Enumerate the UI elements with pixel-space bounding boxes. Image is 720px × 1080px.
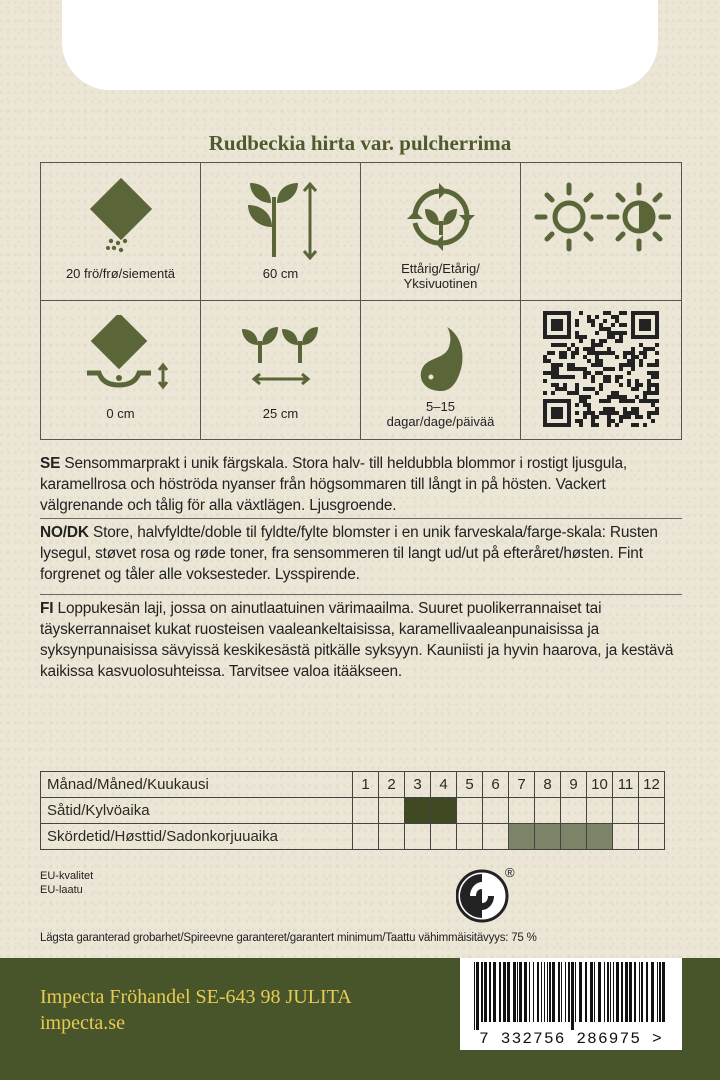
calendar-cell: [353, 798, 379, 824]
calendar-cell: [587, 798, 613, 824]
calendar-month-6: 6: [483, 772, 509, 798]
calendar-cell: [509, 798, 535, 824]
calendar-cell: [431, 798, 457, 824]
calendar-month-3: 3: [405, 772, 431, 798]
qr-code-icon[interactable]: [543, 311, 659, 427]
sowing-calendar: [40, 771, 665, 850]
sowing-depth-caption: 0 cm: [106, 406, 135, 421]
calendar-cell: [639, 798, 665, 824]
description-fi: FI Loppukesän laji, jossa on ainutlaatuinen värimaailma. Suuret puolikerrannaiset tai täyskerrannaiset kukat ruosteisen vaaleankeltaisissa, karamellivaaleanpunaisissa ja syksynpunaisissa sävyissä keskikesästä pitkälle syksyyn. Kauniisti ja hyvin haarova, ja kestävä kaikissa kasvuolosuhteissa. Tarvitsee valoa itääkseen.: [40, 600, 674, 680]
calendar-cell: [561, 798, 587, 824]
calendar-cell: [561, 824, 587, 850]
calendar-cell: [457, 824, 483, 850]
calendar-cell: [639, 824, 665, 850]
calendar-row-sowing: [41, 798, 665, 824]
company-address: Impecta Fröhandel SE-643 98 JULITA impecta.se: [40, 986, 352, 1034]
calendar-month-7: 7: [509, 772, 535, 798]
divider: [40, 518, 682, 519]
germination-icon: [401, 317, 481, 397]
spacing-cell: [201, 301, 361, 439]
seed-packet-icon: [81, 177, 161, 257]
calendar-row-label: Skördetid/Høsttid/Sadonkorjuuaika: [41, 824, 353, 850]
height-cell: [201, 163, 361, 301]
germination-cell: [361, 301, 521, 439]
description-se: SE Sensommarprakt i unik färgskala. Stora halv- till heldubbla blommor i rostigt ljusgula, karamellrosa och höströda nyanser från högsommaren till långt in på hösten. Vackert välgrenande och tålig för alla växtlägen. Ljusgroende.: [40, 455, 628, 514]
calendar-month-2: 2: [379, 772, 405, 798]
calendar-cell: [379, 798, 405, 824]
species-title: Rudbeckia hirta var. pulcherrima: [208, 131, 512, 155]
calendar-header-row: [41, 772, 665, 798]
spacing-caption: 25 cm: [262, 406, 299, 421]
calendar-cell: [587, 824, 613, 850]
height-caption: 60 cm: [262, 266, 299, 281]
calendar-month-10: 10: [587, 772, 613, 798]
annual-cycle-icon: [401, 177, 481, 257]
calendar-row-harvest: [41, 824, 665, 850]
calendar-cell: [379, 824, 405, 850]
seed-count-cell: [41, 163, 201, 301]
calendar-cell: [483, 798, 509, 824]
calendar-cell: [535, 798, 561, 824]
seed-count-caption: 20 frö/frø/siementä: [65, 266, 176, 281]
calendar-row-label: Såtid/Kylvöaika: [41, 798, 353, 824]
calendar-month-9: 9: [561, 772, 587, 798]
lifecycle-cell: [361, 163, 521, 301]
calendar-cell: [405, 824, 431, 850]
sowing-depth-icon: [71, 315, 171, 395]
calendar-cell: [509, 824, 535, 850]
plant-spacing-icon: [236, 315, 326, 395]
ean-barcode: [460, 958, 682, 1050]
calendar-cell: [535, 824, 561, 850]
plant-height-icon: [236, 175, 326, 265]
registered-mark: ®: [505, 865, 515, 880]
calendar-month-5: 5: [457, 772, 483, 798]
description-no-dk: NO/DK Store, halvfyldte/doble til fyldte/fylte blomster i en unik farveskala/farge-skala: Rusten lysegul, støvet rosa og røde toner, fra sensommeren til langt ud/ut på efteråret/høsten. Fint forgrenet og tåler alle voksesteder. Lysspirende.: [40, 524, 658, 583]
quality-label: EU-kvalitet EU-laatu: [40, 870, 94, 896]
qr-cell: [521, 301, 681, 439]
icon-grid: [40, 162, 682, 440]
calendar-cell: [431, 824, 457, 850]
calendar-cell: [405, 798, 431, 824]
germination-caption: 5–15 dagar/dage/päivää: [386, 399, 495, 429]
calendar-month-8: 8: [535, 772, 561, 798]
sun-halfshade-icon: [531, 177, 671, 257]
calendar-month-1: 1: [353, 772, 379, 798]
calendar-cell: [613, 798, 639, 824]
calendar-cell: [457, 798, 483, 824]
website-link[interactable]: impecta.se: [40, 1012, 125, 1034]
calendar-month-11: 11: [613, 772, 639, 798]
divider: [40, 594, 682, 595]
calendar-month-4: 4: [431, 772, 457, 798]
calendar-cell: [613, 824, 639, 850]
calendar-header-label: Månad/Måned/Kuukausi: [41, 772, 353, 798]
light-cell: [521, 163, 681, 301]
hanger-cutout: [62, 0, 658, 90]
calendar-cell: [483, 824, 509, 850]
lifecycle-caption: Ettårig/Etårig/ Yksivuotinen: [401, 261, 480, 291]
germination-guarantee: Lägsta garanterad grobarhet/Spireevne garanteret/garantert minimum/Taattu vähimmäisitävyys: 75 %: [40, 932, 537, 944]
calendar-cell: [353, 824, 379, 850]
sowing-depth-cell: [41, 301, 201, 439]
barcode-digits: 7 332756 286975 >: [479, 1030, 663, 1048]
green-dot-recycle-icon: [456, 868, 512, 924]
calendar-month-12: 12: [639, 772, 665, 798]
